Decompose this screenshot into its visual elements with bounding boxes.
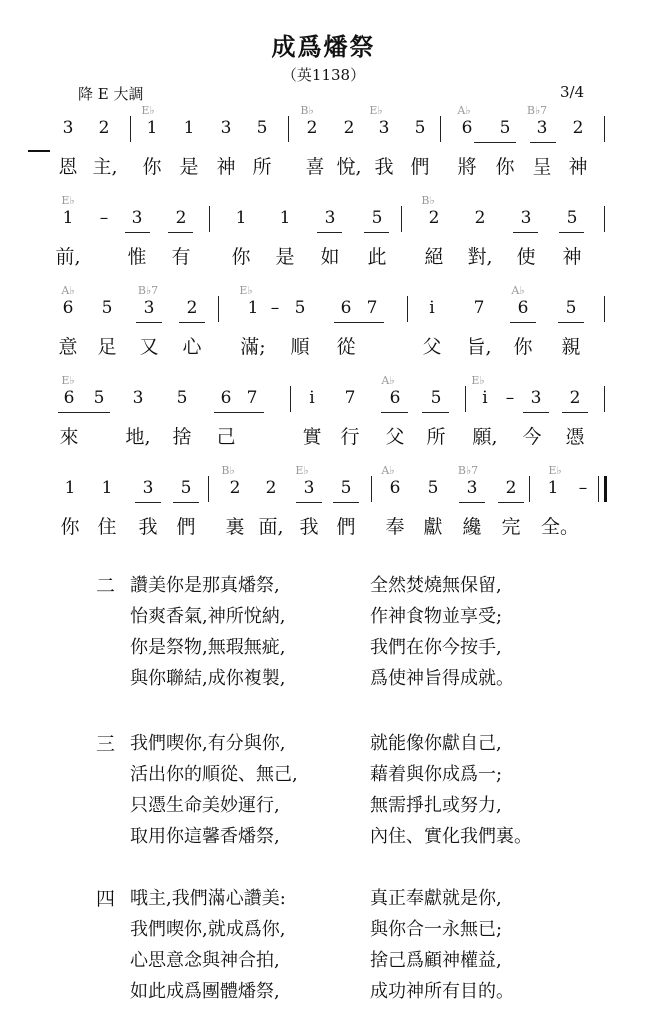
note: 2 <box>306 118 318 138</box>
note: 6 <box>62 298 74 318</box>
note: 3 <box>536 118 548 138</box>
beam-underline <box>168 232 193 233</box>
verse-line-second-half: 成功神所有目的。 <box>370 981 514 1002</box>
lyric-syllable: 神 <box>562 246 582 268</box>
note: 2 <box>428 208 440 228</box>
note: 3 <box>132 388 144 408</box>
lyric-syllable: 對, <box>467 246 493 268</box>
note: 1 <box>62 208 74 228</box>
beam-underline <box>136 322 162 323</box>
beam-underline <box>530 142 556 143</box>
chord-symbol: A♭ <box>381 374 395 387</box>
note: 5 <box>499 118 511 138</box>
lyric-syllable: 父 <box>385 426 405 448</box>
verse-line-second-half: 無需掙扎或努力, <box>370 795 502 816</box>
note: – <box>270 298 280 318</box>
lyric-syllable: 將 <box>457 156 477 178</box>
chord-symbol: E♭ <box>548 464 562 477</box>
beam-underline <box>523 412 549 413</box>
chord-symbol: E♭ <box>141 104 155 117</box>
lyric-syllable: 有 <box>171 246 191 268</box>
lyric-syllable: 們 <box>410 156 430 178</box>
bar-line <box>407 296 408 322</box>
note: 2 <box>229 478 241 498</box>
chord-symbol: A♭ <box>511 284 525 297</box>
note: 3 <box>62 118 74 138</box>
beam-underline <box>135 502 161 503</box>
lyric-syllable: 奉 <box>385 516 405 538</box>
verse-line-first-half: 心思意念與神合拍, <box>130 950 280 971</box>
music-system <box>0 374 647 464</box>
note: 2 <box>265 478 277 498</box>
bar-line <box>290 386 291 412</box>
lyric-syllable: 絕 <box>424 246 444 268</box>
beam-underline <box>474 142 516 143</box>
verse-line-first-half: 哦主,我們滿心讚美: <box>130 888 286 909</box>
lyric-syllable: 所 <box>252 156 272 178</box>
lyric-syllable: 纔 <box>462 516 482 538</box>
hymn-subtitle: （英1138） <box>281 66 366 84</box>
note: 5 <box>340 478 352 498</box>
note: i <box>429 298 435 318</box>
note: 1 <box>101 478 113 498</box>
lyric-syllable: 們 <box>336 516 356 538</box>
note: 5 <box>176 388 188 408</box>
lyric-syllable: 恩 <box>58 156 78 178</box>
lyric-syllable: 是 <box>179 156 199 178</box>
bar-line <box>604 116 605 142</box>
beam-underline <box>125 232 150 233</box>
note: – <box>505 388 515 408</box>
beam-underline <box>562 412 588 413</box>
note: 1 <box>547 478 559 498</box>
lyric-syllable: 地, <box>125 426 151 448</box>
chord-symbol: E♭ <box>61 194 75 207</box>
note: 3 <box>520 208 532 228</box>
beam-underline <box>179 322 205 323</box>
note: 5 <box>93 388 105 408</box>
note: 1 <box>183 118 195 138</box>
beam-underline <box>173 502 199 503</box>
verse-number: 二 <box>96 575 116 597</box>
lyric-syllable: 神 <box>216 156 236 178</box>
chord-symbol: A♭ <box>381 464 395 477</box>
note: i <box>309 388 315 408</box>
lyric-syllable: 所 <box>426 426 446 448</box>
beam-underline <box>513 232 538 233</box>
bar-line <box>465 386 466 412</box>
key-signature: 降 E 大調 <box>78 85 144 103</box>
verse-line-second-half: 爲使神旨得成就。 <box>370 668 514 689</box>
lyric-syllable: 心 <box>182 336 202 358</box>
note: 3 <box>220 118 232 138</box>
lyric-syllable: 們 <box>176 516 196 538</box>
chord-symbol: E♭ <box>61 374 75 387</box>
verse-line-first-half: 讚美你是那真燔祭, <box>130 575 280 596</box>
lyric-syllable: 你 <box>142 156 162 178</box>
chord-symbol: B♭ <box>421 194 435 207</box>
note: 5 <box>180 478 192 498</box>
lyric-syllable: 足 <box>97 336 117 358</box>
note: 6 <box>389 388 401 408</box>
note: 3 <box>142 478 154 498</box>
lyric-syllable: 你 <box>231 246 251 268</box>
beam-underline <box>214 412 264 413</box>
time-signature: 3/4 <box>560 83 585 101</box>
note: 3 <box>303 478 315 498</box>
bar-line <box>288 116 289 142</box>
music-system <box>0 284 647 374</box>
lyric-syllable: 行 <box>340 426 360 448</box>
lyric-syllable: 你 <box>60 516 80 538</box>
note: 1 <box>64 478 76 498</box>
note: 6 <box>461 118 473 138</box>
note: 5 <box>414 118 426 138</box>
verse-line-first-half: 我們喫你,有分與你, <box>130 733 286 754</box>
bar-line <box>440 116 441 142</box>
chord-symbol: E♭ <box>471 374 485 387</box>
verse-number: 四 <box>96 888 116 910</box>
chord-symbol: E♭ <box>295 464 309 477</box>
lyric-syllable: 己 <box>216 426 236 448</box>
lyric-syllable: 面, <box>258 516 284 538</box>
beam-underline <box>333 502 359 503</box>
note: 1 <box>235 208 247 228</box>
note: 2 <box>505 478 517 498</box>
note: 5 <box>427 478 439 498</box>
beam-underline <box>559 232 584 233</box>
note: 5 <box>294 298 306 318</box>
lyric-syllable: 又 <box>139 336 159 358</box>
lyric-syllable: 滿; <box>240 336 266 358</box>
note: 3 <box>466 478 478 498</box>
chord-symbol: E♭ <box>369 104 383 117</box>
lyric-syllable: 呈 <box>532 156 552 178</box>
note: 3 <box>131 208 143 228</box>
lyric-syllable: 親 <box>561 336 581 358</box>
bar-line <box>529 476 530 502</box>
note: 2 <box>98 118 110 138</box>
note: 1 <box>279 208 291 228</box>
note: 1 <box>146 118 158 138</box>
note: 6 <box>389 478 401 498</box>
note: 6 <box>517 298 529 318</box>
note: 5 <box>565 298 577 318</box>
lyric-syllable: 我 <box>374 156 394 178</box>
beam-underline <box>296 502 322 503</box>
beam-underline <box>510 322 536 323</box>
verse-line-first-half: 取用你這馨香燔祭, <box>130 826 280 847</box>
bar-line <box>604 386 605 412</box>
note: 6 <box>220 388 232 408</box>
note: 6 <box>340 298 352 318</box>
lyric-syllable: 從 <box>336 336 356 358</box>
final-bar-line <box>604 476 607 502</box>
bar-line <box>598 476 599 502</box>
lyric-syllable: 如 <box>320 246 340 268</box>
bar-line <box>401 206 402 232</box>
lyric-syllable: 是 <box>275 246 295 268</box>
chord-symbol: B♭7 <box>457 464 479 477</box>
beam-underline <box>459 502 485 503</box>
lyric-syllable: 喜 <box>305 156 325 178</box>
note: 2 <box>474 208 486 228</box>
lyric-syllable: 住 <box>97 516 117 538</box>
note: i <box>482 388 488 408</box>
note: 2 <box>572 118 584 138</box>
lyric-syllable: 捨 <box>172 426 192 448</box>
note: 5 <box>430 388 442 408</box>
lyric-syllable: 願, <box>472 426 498 448</box>
note: – <box>578 478 588 498</box>
lyric-syllable: 完 <box>501 516 521 538</box>
chord-symbol: A♭ <box>61 284 75 297</box>
beam-underline <box>58 412 110 413</box>
note: 7 <box>473 298 485 318</box>
lyric-syllable: 悅, <box>336 156 362 178</box>
lyric-syllable: 實 <box>302 426 322 448</box>
note: 5 <box>256 118 268 138</box>
bar-line <box>130 116 131 142</box>
lyric-syllable: 裏 <box>225 516 245 538</box>
note: 1 <box>247 298 259 318</box>
verse-number: 三 <box>96 733 116 755</box>
verse-line-second-half: 我們在你今按手, <box>370 637 502 658</box>
note: 5 <box>371 208 383 228</box>
verse-line-first-half: 你是祭物,無瑕無疵, <box>130 637 286 658</box>
note: 2 <box>569 388 581 408</box>
lyric-syllable: 父 <box>422 336 442 358</box>
note: 6 <box>63 388 75 408</box>
note: 7 <box>246 388 258 408</box>
chord-symbol: B♭ <box>300 104 314 117</box>
bar-line <box>218 296 219 322</box>
verse-line-second-half: 捨己爲顧神權益, <box>370 950 502 971</box>
beam-underline <box>558 322 584 323</box>
bar-line <box>371 476 372 502</box>
note: 7 <box>366 298 378 318</box>
lyric-syllable: 你 <box>495 156 515 178</box>
verse-line-second-half: 就能像你獻自己, <box>370 733 502 754</box>
bar-line <box>209 206 210 232</box>
bar-line <box>604 296 605 322</box>
verse-line-first-half: 如此成爲團體燔祭, <box>130 981 280 1002</box>
note: 5 <box>101 298 113 318</box>
beam-underline <box>381 412 408 413</box>
beam-underline <box>364 232 389 233</box>
note: 5 <box>566 208 578 228</box>
verse-line-second-half: 內住、實化我們裏。 <box>370 826 532 847</box>
verse-line-first-half: 活出你的順從、無己, <box>130 764 298 785</box>
lyric-syllable: 獻 <box>423 516 443 538</box>
note: 2 <box>186 298 198 318</box>
verse-line-second-half: 全然焚燒無保留, <box>370 575 502 596</box>
lyric-syllable: 使 <box>516 246 536 268</box>
note: 3 <box>143 298 155 318</box>
lyric-syllable: 前, <box>55 246 81 268</box>
beam-underline <box>422 412 449 413</box>
beam-underline <box>498 502 524 503</box>
verse-line-second-half: 藉着與你成爲一; <box>370 764 503 785</box>
lyric-syllable: 你 <box>513 336 533 358</box>
beam-underline <box>317 232 342 233</box>
note: 2 <box>343 118 355 138</box>
lyric-syllable: 我 <box>138 516 158 538</box>
lyric-syllable: 主, <box>92 156 118 178</box>
lyric-syllable: 意 <box>58 336 78 358</box>
bar-line <box>208 476 209 502</box>
lyric-syllable: 全。 <box>540 516 580 538</box>
note: 3 <box>530 388 542 408</box>
bar-line <box>604 206 605 232</box>
lyric-syllable: 順 <box>290 336 310 358</box>
chord-symbol: E♭ <box>239 284 253 297</box>
verse-line-first-half: 只憑生命美妙運行, <box>130 795 280 816</box>
note: – <box>99 208 109 228</box>
verse-line-second-half: 真正奉獻就是你, <box>370 888 502 909</box>
note: 7 <box>344 388 356 408</box>
music-system <box>0 194 647 284</box>
hymn-title: 成爲燔祭 <box>271 32 376 61</box>
chord-symbol: B♭7 <box>137 284 159 297</box>
verse-line-first-half: 我們喫你,就成爲你, <box>130 919 286 940</box>
lyric-syllable: 此 <box>367 246 387 268</box>
note: 3 <box>378 118 390 138</box>
chord-symbol: A♭ <box>457 104 471 117</box>
note: 2 <box>175 208 187 228</box>
chord-symbol: B♭ <box>221 464 235 477</box>
lyric-syllable: 旨, <box>466 336 492 358</box>
lyric-syllable: 神 <box>568 156 588 178</box>
lyric-syllable: 憑 <box>565 426 585 448</box>
lyric-syllable: 我 <box>299 516 319 538</box>
music-system <box>0 104 647 194</box>
verse-line-first-half: 怡爽香氣,神所悅納, <box>130 606 286 627</box>
lyric-syllable: 惟 <box>127 246 147 268</box>
lyric-syllable: 來 <box>59 426 79 448</box>
music-system <box>0 464 647 554</box>
chord-symbol: B♭7 <box>526 104 548 117</box>
beam-underline <box>334 322 384 323</box>
lyric-syllable: 今 <box>522 426 542 448</box>
verse-line-first-half: 與你聯結,成你複製, <box>130 668 286 689</box>
verse-line-second-half: 與你合一永無已; <box>370 919 503 940</box>
note: 3 <box>324 208 336 228</box>
verse-line-second-half: 作神食物並享受; <box>370 606 503 627</box>
